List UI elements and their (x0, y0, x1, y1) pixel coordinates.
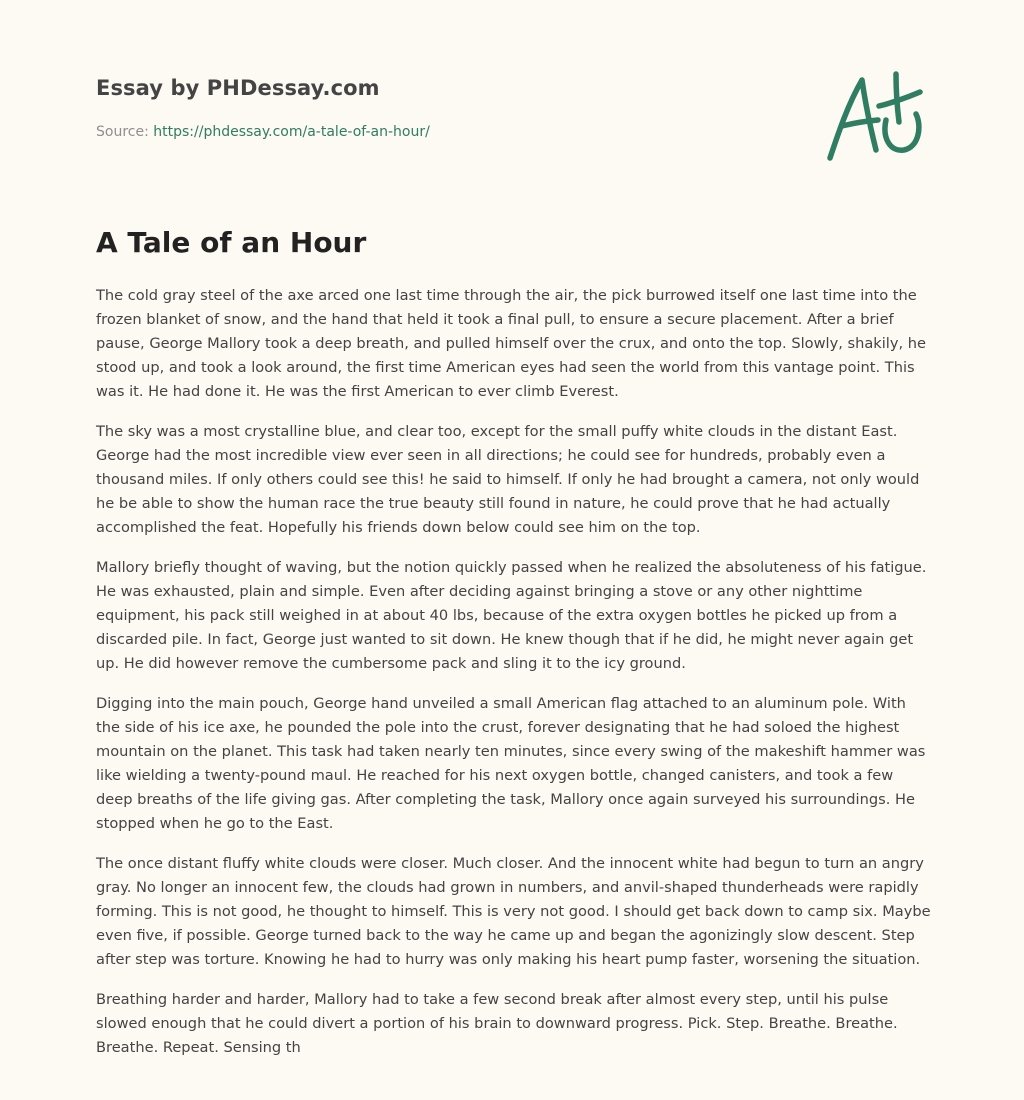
source-link[interactable]: https://phdessay.com/a-tale-of-an-hour/ (153, 124, 430, 140)
essay-paragraph: The sky was a most crystalline blue, and clear too, except for the small puffy white clouds in the distant East. George had the most incredible view ever seen in all directions; he could see for hundreds, probably even a thousand miles. If only others could see this! he said to himself. If only he had brought a camera, not only would he be able to show the human race the true beauty still found in nature, he could prove that he had actually accomplished the feat. Hopefully his friends down below could see him on the top. (96, 423, 920, 536)
essay-paragraph: The once distant fluffy white clouds were closer. Much closer. And the innocent white had begun to turn an angry gray. No longer an innocent few, the clouds had grown in numbers, and anvil-shaped thunderheads were rapidly forming. This is not good, he thought to himself. This is very not good. I should get back down to camp six. Maybe even five, if possible. George turned back to the way he came up and began the agonizingly slow descent. Step after step was torture. Knowing he had to hurry was only making his heart pump faster, worsening the situation. (96, 855, 931, 968)
site-brand: Essay by PHDessay.com (96, 76, 380, 100)
essay-title: A Tale of an Hour (96, 226, 367, 259)
essay-paragraph: Mallory briefly thought of waving, but the notion quickly passed when he realized the absoluteness of his fatigue. He was exhausted, plain and simple. Even after deciding against bringing a stove or any other nighttime equipment, his pack still weighed in at about 40 lbs, because of the extra oxygen bottles he picked up from a discarded pile. In fact, George just wanted to sit down. He knew though that if he did, he might never again get up. He did however remove the cumbersome pack and sling it to the icy ground. (96, 559, 927, 672)
source-line (96, 124, 430, 140)
essay-body (96, 284, 932, 1076)
source-label: Source: (96, 124, 154, 140)
essay-paragraph: The cold gray steel of the axe arced one last time through the air, the pick burrowed itself one last time into the frozen blanket of snow, and the hand that held it took a final pull, to ensure a secure placement. After a brief pause, George Mallory took a deep breath, and pulled himself over the crux, and onto the top. Slowly, shakily, he stood up, and took a look around, the first time American eyes had seen the world from this vantage point. This was it. He had done it. He was the first American to ever climb Everest. (96, 287, 926, 400)
essay-paragraph: Breathing harder and harder, Mallory had to take a few second break after almost every step, until his pulse slowed enough that he could divert a portion of his brain to downward progress. Pick. Step. Breathe. Breathe. Breathe. Repeat. Sensing th (96, 991, 898, 1056)
a-plus-logo (820, 66, 930, 166)
essay-paragraph: Digging into the main pouch, George hand unveiled a small American flag attached to an aluminum pole. With the side of his ice axe, he pounded the pole into the crust, forever designating that he had soloed the highest mountain on the planet. This task had taken nearly ten minutes, since every swing of the makeshift hammer was like wielding a twenty-pound maul. He reached for his next oxygen bottle, changed canisters, and took a few deep breaths of the life giving gas. After completing the task, Mallory once again surveyed his surroundings. He stopped when he go to the East. (96, 695, 926, 832)
a-plus-logo-icon (820, 66, 930, 166)
